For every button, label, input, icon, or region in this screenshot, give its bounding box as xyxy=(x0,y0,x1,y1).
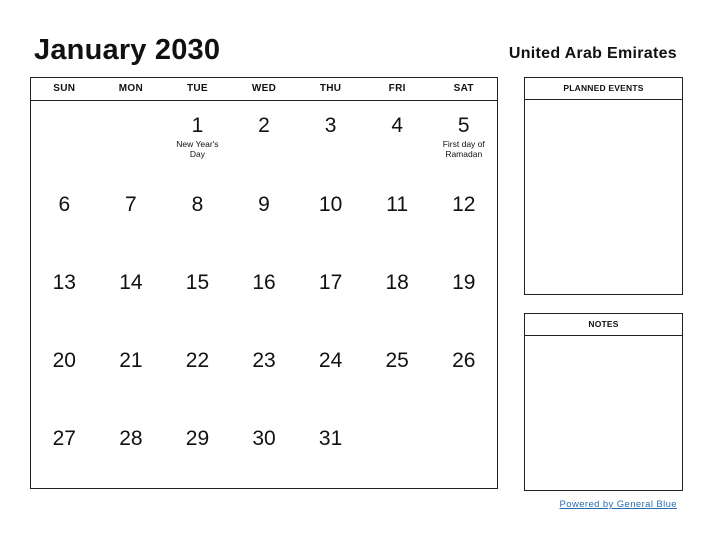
day-number xyxy=(364,414,431,428)
day-number xyxy=(31,101,98,115)
calendar-day-cell xyxy=(98,258,165,336)
holiday-label: First day of Ramadan xyxy=(442,139,485,159)
calendar-day-cell xyxy=(31,414,98,492)
calendar-day-cell xyxy=(297,258,364,336)
weekday-tue: TUE xyxy=(186,83,208,94)
planned-events-panel xyxy=(524,77,683,295)
calendar-day-cell xyxy=(231,101,298,180)
day-number xyxy=(430,414,497,428)
calendar-day-cell xyxy=(98,414,165,492)
calendar-day-cell xyxy=(98,336,165,414)
day-number: 24 xyxy=(318,349,343,372)
day-number: 14 xyxy=(119,271,143,294)
calendar-day-cell xyxy=(164,258,231,336)
calendar-day-cell xyxy=(164,414,231,492)
day-number: 16 xyxy=(252,271,276,294)
calendar-day-cell xyxy=(364,336,431,414)
day-number: 8 xyxy=(191,193,204,216)
calendar-day-cell xyxy=(364,258,431,336)
calendar-day-cell xyxy=(430,180,497,258)
page-title: January 2030 xyxy=(34,34,221,66)
day-number: 10 xyxy=(318,193,343,216)
calendar-day-cell xyxy=(430,258,497,336)
day-number: 26 xyxy=(452,349,476,372)
calendar-day-cell xyxy=(164,336,231,414)
day-number: 9 xyxy=(258,193,270,216)
day-number: 18 xyxy=(385,271,409,294)
day-number: 23 xyxy=(252,349,276,372)
calendar-day-cell xyxy=(297,336,364,414)
calendar-day-cell xyxy=(231,258,298,336)
day-number: 1 xyxy=(191,114,204,137)
day-number: 2 xyxy=(258,114,270,137)
calendar-day-cell xyxy=(430,414,497,492)
day-number: 4 xyxy=(391,114,404,137)
notes-heading: NOTES xyxy=(525,314,682,336)
day-number: 21 xyxy=(119,349,143,372)
calendar-day-cell xyxy=(297,414,364,492)
notes-panel xyxy=(524,313,683,491)
country-label: United Arab Emirates xyxy=(508,45,677,62)
weekday-mon: MON xyxy=(118,83,143,94)
holiday-label: New Year's Day xyxy=(176,139,219,159)
weekday-thu: THU xyxy=(319,83,342,94)
weekday-fri: FRI xyxy=(388,83,406,94)
calendar-day-cell xyxy=(430,101,497,180)
weekday-sat: SAT xyxy=(453,83,474,94)
calendar-day-cell xyxy=(164,101,231,180)
day-number: 13 xyxy=(52,271,76,294)
day-number: 28 xyxy=(119,427,143,450)
planned-events-heading: PLANNED EVENTS xyxy=(525,78,682,100)
calendar-day-cell xyxy=(231,336,298,414)
calendar-day-cell xyxy=(231,180,298,258)
day-number: 29 xyxy=(185,427,210,450)
calendar-week-row xyxy=(31,180,497,258)
weekday-header-row xyxy=(31,78,497,101)
calendar-day-cell xyxy=(31,258,98,336)
powered-by-link[interactable]: Powered by General Blue xyxy=(559,499,677,510)
calendar-day-cell xyxy=(364,101,431,180)
calendar-day-cell xyxy=(364,180,431,258)
calendar-day-cell xyxy=(164,180,231,258)
day-number: 25 xyxy=(385,349,409,372)
calendar-day-cell xyxy=(297,101,364,180)
day-number: 12 xyxy=(452,193,476,216)
day-number: 22 xyxy=(185,349,210,372)
day-number: 5 xyxy=(457,114,470,137)
calendar-day-cell xyxy=(31,180,98,258)
day-number: 31 xyxy=(318,427,343,450)
calendar-grid xyxy=(30,77,498,489)
day-number xyxy=(98,101,165,115)
calendar-day-cell xyxy=(31,101,98,180)
day-number: 7 xyxy=(125,193,137,216)
day-number: 19 xyxy=(452,271,476,294)
calendar-day-cell xyxy=(98,180,165,258)
calendar-day-cell xyxy=(430,336,497,414)
weekday-sun: SUN xyxy=(53,83,76,94)
day-number: 11 xyxy=(386,193,409,216)
day-number: 17 xyxy=(318,271,343,294)
day-number: 27 xyxy=(52,427,76,450)
day-number: 6 xyxy=(58,193,71,216)
day-number: 15 xyxy=(185,271,210,294)
calendar-day-cell xyxy=(297,180,364,258)
calendar-day-cell xyxy=(31,336,98,414)
calendar-day-cell xyxy=(364,414,431,492)
day-number: 30 xyxy=(252,427,276,450)
calendar-day-cell xyxy=(98,101,165,180)
calendar-week-row xyxy=(31,336,497,414)
weekday-wed: WED xyxy=(251,83,277,94)
calendar-weeks xyxy=(31,101,497,492)
calendar-week-row xyxy=(31,414,497,492)
calendar-day-cell xyxy=(231,414,298,492)
calendar-week-row xyxy=(31,101,497,180)
calendar-week-row xyxy=(31,258,497,336)
day-number: 3 xyxy=(324,114,337,137)
day-number: 20 xyxy=(52,349,76,372)
